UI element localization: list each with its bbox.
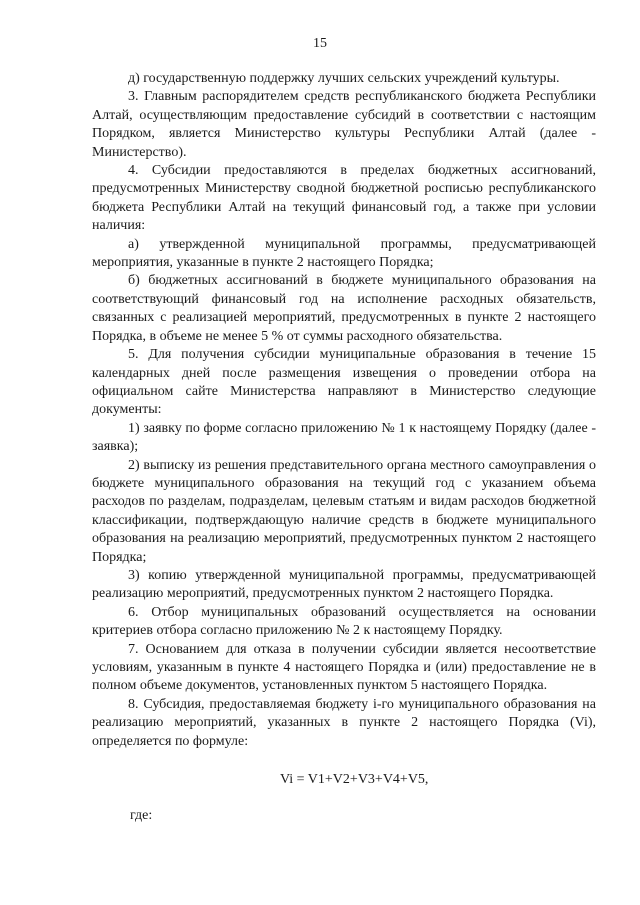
paragraph-4a: а) утвержденной муниципальной программы, предусматривающей мероприятия, указанные в пункте 2 настоящего Порядка; (92, 236, 596, 271)
paragraph-5-1: 1) заявку по форме согласно приложению № 1 к настоящему Порядку (далее - заявка); (92, 420, 596, 455)
paragraph-2d: д) государственную поддержку лучших сельских учреждений культуры. (128, 71, 560, 86)
where-label: где: (130, 808, 153, 824)
paragraph-3: 3. Главным распорядителем средств республиканского бюджета Республики Алтай, осуществляющим предоставление субсидий в соответствии с настоящим Порядком, является Министерство культуры Республики Алтай (далее - Министерство). (92, 89, 596, 160)
paragraph-4b: б) бюджетных ассигнований в бюджете муниципального образования на соответствующий финансовый год на исполнение расходных обязательств, связанных с реализацией мероприятий, предусмотренных в пункте 2 настоящего Порядка, в объеме не менее 5 % от суммы расходного обязательства. (92, 273, 596, 344)
paragraph-4: 4. Субсидии предоставляются в пределах бюджетных ассигнований, предусмотренных Министерству сводной бюджетной росписью республиканского бюджета Республики Алтай на текущий финансовый год, а также при условии наличия: (92, 163, 596, 234)
paragraph-8: 8. Субсидия, предоставляемая бюджету i-го муниципального образования на реализацию мероприятий, указанных в пункте 2 настоящего Порядка (Vi), определяется по формуле: (92, 696, 596, 749)
paragraph-5-2: 2) выписку из решения представительного органа местного самоуправления о бюджете муниципального образования на текущий год с указанием объема расходов по разделам, подразделам, целевым статьям и видам расходов бюджетной классификации, подтверждающую наличие средств в бюджете муниципального образования на реализацию мероприятий, предусмотренных пунктом 2 настоящего Порядка; (92, 457, 596, 565)
paragraph-6: 6. Отбор муниципальных образований осуществляется на основании критериев отбора согласно приложению № 2 к настоящему Порядку. (92, 604, 596, 639)
document-body (92, 70, 596, 826)
page-number: 15 (313, 36, 327, 51)
paragraph-5-3: 3) копию утвержденной муниципальной программы, предусматривающей реализацию мероприятий, предусмотренных пунктом 2 настоящего Порядка. (92, 567, 596, 602)
paragraph-7: 7. Основанием для отказа в получении субсидии является несоответствие условиям, указанным в пункте 4 настоящего Порядка и (или) предоставление не в полном объеме документов, установленных пунктом 5 настоящего Порядка. (92, 641, 596, 694)
paragraph-5: 5. Для получения субсидии муниципальные образования в течение 15 календарных дней после размещения извещения о проведении отбора на официальном сайте Министерства направляют в Министерство следующие документы: (92, 347, 596, 418)
formula: Vi = V1+V2+V3+V4+V5, (280, 772, 429, 788)
